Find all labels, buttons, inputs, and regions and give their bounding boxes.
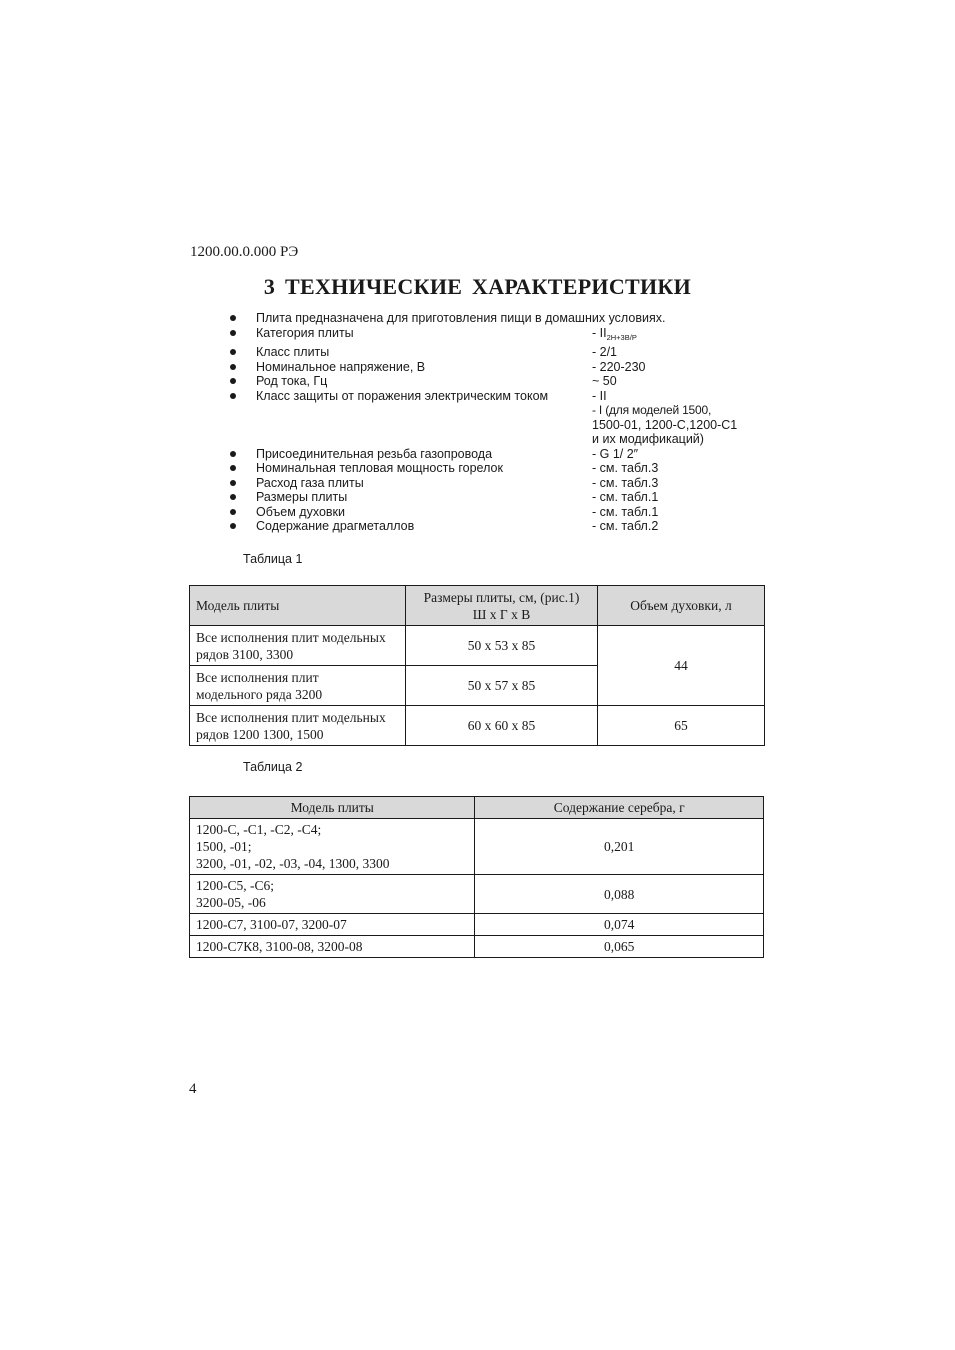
spec-value: - II - I (для моделей 1500, 1500-01, 1200-С,1200-С1 и их модификаций)	[592, 388, 738, 446]
spec-value: - см. табл.1	[592, 490, 659, 504]
cell-size: 60 х 60 х 85	[406, 706, 598, 746]
section-title: 3 ТЕХНИЧЕСКИЕ ХАРАКТЕРИСТИКИ	[263, 274, 692, 299]
spec-value: - 220-230	[592, 359, 646, 374]
cell-volume: 65	[598, 706, 765, 746]
spec-item	[228, 345, 788, 360]
spec-value: ~ 50	[592, 374, 617, 388]
header-size: Размеры плиты, см, (рис.1) Ш х Г х В	[406, 586, 598, 626]
header-silver: Содержание серебра, г	[475, 797, 764, 819]
spec-item	[228, 476, 788, 491]
table-header-row	[190, 586, 765, 626]
cell-silver: 0,074	[475, 914, 764, 936]
cell-model: Все исполнения плит модельного ряда 3200	[190, 666, 406, 706]
bullet-icon	[230, 509, 236, 515]
bullet-icon	[230, 364, 236, 370]
cell-model: 1200-С5, -С6; 3200-05, -06	[190, 875, 475, 914]
spec-label: Расход газа плиты	[256, 475, 364, 490]
bullet-icon	[230, 393, 236, 399]
spec-list	[228, 311, 788, 534]
table2-caption: Таблица 2	[243, 760, 303, 774]
spec-label: Класс защиты от поражения электрическим током	[256, 388, 549, 403]
spec-item	[228, 374, 788, 389]
header-model: Модель плиты	[190, 797, 475, 819]
cell-model: Все исполнения плит модельных рядов 1200 1300, 1500	[190, 706, 406, 746]
bullet-icon	[230, 378, 236, 384]
spec-item	[228, 389, 788, 447]
cell-silver: 0,088	[475, 875, 764, 914]
cell-model: 1200-С7, 3100-07, 3200-07	[190, 914, 475, 936]
spec-label: Размеры плиты	[256, 490, 348, 504]
header-volume: Объем духовки, л	[598, 586, 765, 626]
bullet-icon	[230, 480, 236, 486]
spec-item	[228, 490, 788, 505]
bullet-icon	[230, 465, 236, 471]
dimensions-table	[189, 585, 765, 746]
table1-caption: Таблица 1	[243, 552, 303, 566]
table-row	[190, 626, 765, 666]
table-row	[190, 914, 764, 936]
spec-value: - 2/1	[592, 345, 618, 359]
cell-model: Все исполнения плит модельных рядов 3100, 3300	[190, 626, 406, 666]
spec-value: - см. табл.1	[592, 504, 659, 519]
spec-item	[228, 311, 788, 326]
document-code: 1200.00.0.000 РЭ	[190, 244, 299, 260]
cell-model: 1200-С7К8, 3100-08, 3200-08	[190, 936, 475, 958]
bullet-icon	[230, 349, 236, 355]
spec-value: - $II_{2H+3B/P}$	[592, 325, 637, 342]
bullet-icon	[230, 315, 236, 321]
spec-value: - см. табл.3	[592, 475, 659, 490]
spec-value: - см. табл.2	[592, 519, 659, 533]
spec-value: - см. табл.3	[592, 461, 659, 475]
spec-label: Класс плиты	[256, 345, 330, 359]
cell-size: 50 х 57 х 85	[406, 666, 598, 706]
table-row	[190, 706, 765, 746]
header-model: Модель плиты	[190, 586, 406, 626]
spec-label: Категория плиты	[256, 325, 354, 340]
spec-item	[228, 505, 788, 520]
spec-note: - I (для моделей 1500,	[592, 403, 712, 417]
cell-volume: 44	[598, 626, 765, 706]
cell-model: 1200-С, -С1, -С2, -С4; 1500, -01; 3200, -01, -02, -03, -04, 1300, 3300	[190, 819, 475, 875]
bullet-icon	[230, 494, 236, 500]
cell-size: 50 х 53 х 85	[406, 626, 598, 666]
spec-value-subscript: 2H+3B/P	[606, 332, 637, 342]
table-row	[190, 819, 764, 875]
table-row	[190, 875, 764, 914]
bullet-icon	[230, 451, 236, 457]
spec-label: Род тока, Гц	[256, 374, 328, 388]
spec-label: Номинальное напряжение, В	[256, 359, 426, 374]
spec-note: 1500-01, 1200-С,1200-С1	[592, 417, 738, 432]
table-row	[190, 936, 764, 958]
spec-item	[228, 519, 788, 534]
cell-silver: 0,201	[475, 819, 764, 875]
spec-label: Номинальная тепловая мощность горелок	[256, 461, 503, 475]
table-header-row	[190, 797, 764, 819]
cell-silver: 0,065	[475, 936, 764, 958]
bullet-icon	[230, 330, 236, 336]
spec-label: Содержание драгметаллов	[256, 519, 415, 533]
spec-item	[228, 360, 788, 375]
spec-label: Присоединительная резьба газопровода	[256, 446, 493, 461]
spec-label: Плита предназначена для приготовления пищи в домашних условиях.	[256, 311, 666, 325]
bullet-icon	[230, 523, 236, 529]
silver-table	[189, 796, 764, 958]
spec-label: Объем духовки	[256, 504, 345, 519]
spec-value: - G 1/ 2″	[592, 446, 639, 461]
spec-note: и их модификаций)	[592, 432, 704, 446]
spec-item	[228, 447, 788, 462]
spec-item	[228, 326, 788, 346]
page-number: 4	[189, 1081, 197, 1097]
spec-item	[228, 461, 788, 476]
